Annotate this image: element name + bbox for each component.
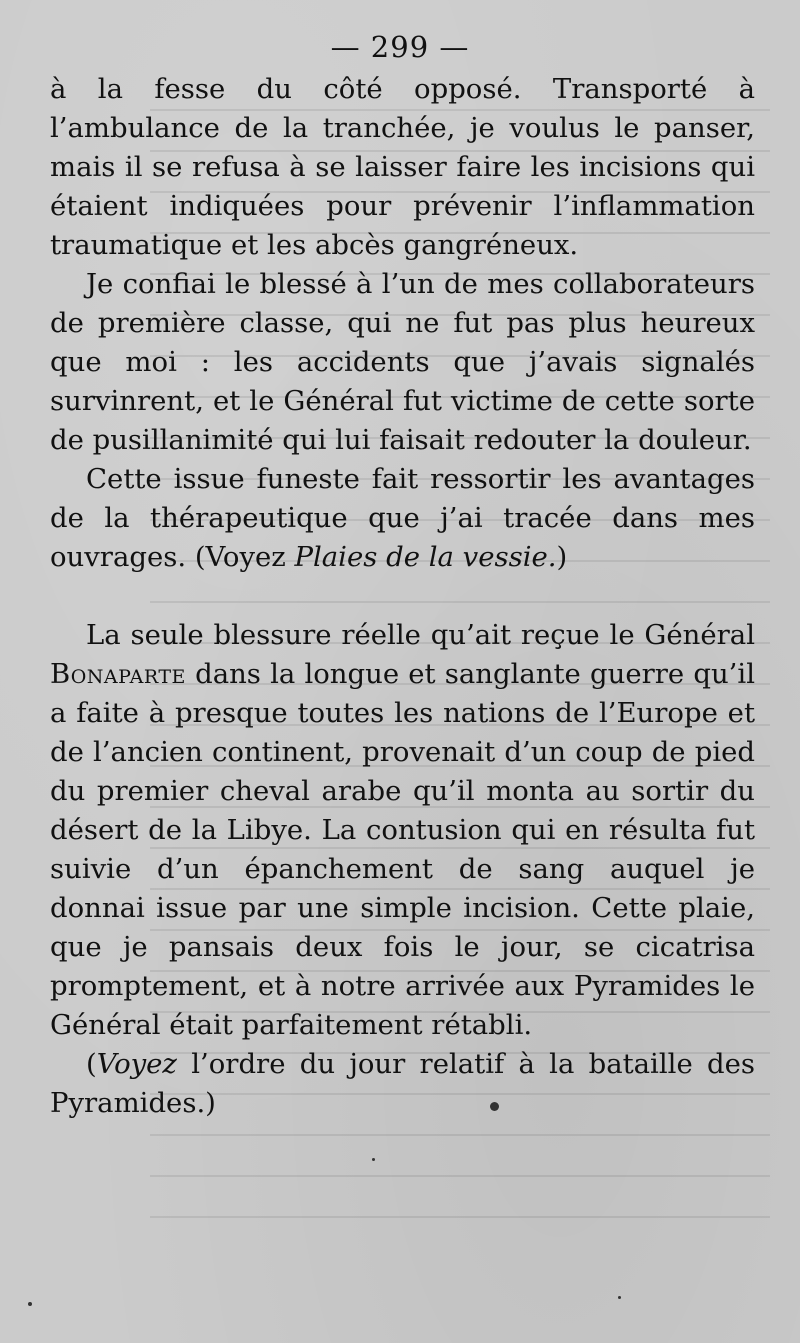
paragraph-4 [50, 616, 755, 1045]
body-text [50, 70, 755, 1123]
ink-speck [490, 1102, 499, 1111]
paragraph-3-text: Cette issue funeste fait ressortir les avantages de la thérapeutique que j’ai tracée dans mes ouvrages. (Voyez [50, 463, 755, 573]
paragraph-5-voyez: Voyez [96, 1048, 177, 1080]
paragraph-4-start: La seule blessure réelle qu’ait reçue le Général [86, 619, 755, 651]
paragraph-3 [50, 460, 755, 577]
ink-speck [618, 1296, 621, 1299]
paragraph-4-rest: dans la longue et sanglante guerre qu’il a faite à presque toutes les nations de l’Europe et de l’ancien continent, provenait d’un coup de pied du premier cheval arabe qu’il monta au sortir du désert de la Libye. La contusion qui en résulta fut suivie d’un épanchement de sang auquel je donnai issue par une simple incision. Cette plaie, que je pansais deux fois le jour, se cicatrisa promptement, et à notre arrivée aux Pyramides le Général était parfaitement rétabli. [50, 658, 755, 1041]
ink-speck [372, 1158, 375, 1161]
paragraph-gap [50, 577, 755, 616]
paragraph-5-open: ( [86, 1048, 97, 1080]
ink-speck [28, 1302, 32, 1306]
paragraph-5 [50, 1045, 755, 1123]
page-number: — 299 — [330, 30, 470, 64]
paragraph-3-reference: Plaies de la vessie. [294, 541, 557, 573]
paragraph-5-rest: l’ordre du jour relatif à la bataille des Pyramides.) [50, 1048, 755, 1119]
paragraph-3-close: ) [556, 541, 568, 573]
paragraph-2: Je confiai le blessé à l’un de mes collaborateurs de première classe, qui ne fut pas plus heureux que moi : les accidents que j’avais signalés survinrent, et le Général fut victime de cette sorte de pusillanimité qui lui faisait redouter la douleur. [50, 268, 755, 456]
general-name: Bonaparte [50, 658, 186, 690]
paragraph-1: à la fesse du côté opposé. Transporté à l’ambulance de la tranchée, je voulus le panser, mais il se refusa à se laisser faire les incisions qui étaient indiquées pour prévenir l’inflammation traumatique et les abcès gangréneux. [50, 73, 755, 261]
